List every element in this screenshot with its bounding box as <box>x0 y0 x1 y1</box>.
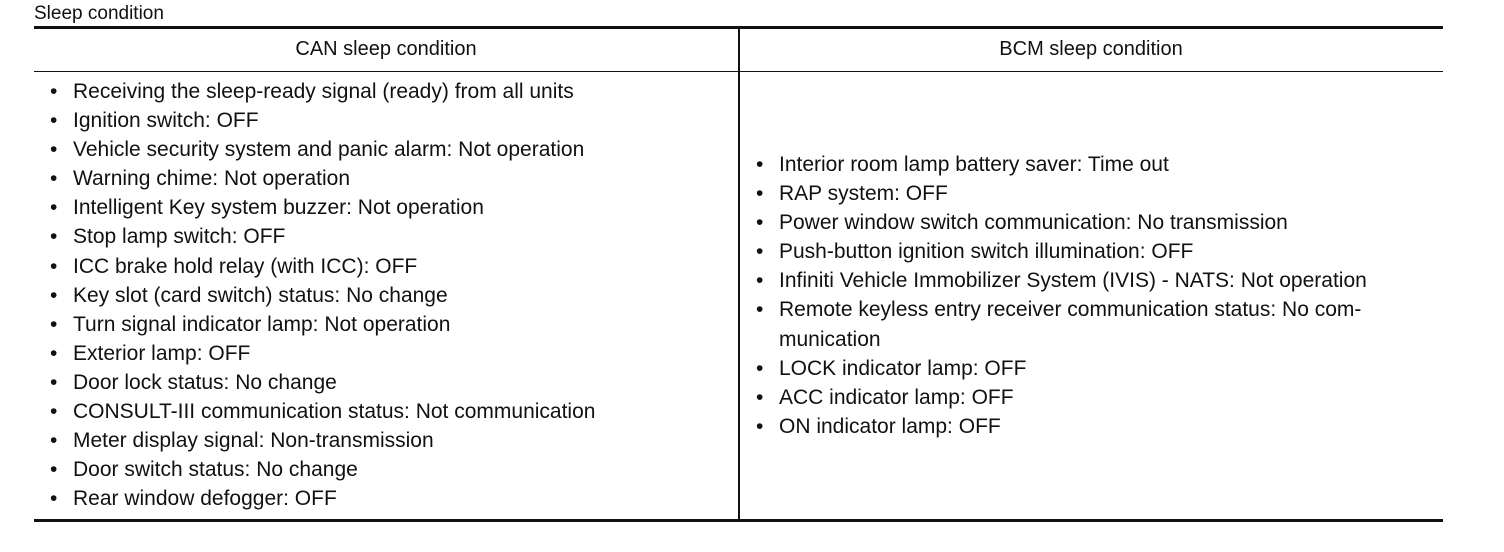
list-item <box>50 164 730 193</box>
can-condition-list <box>50 77 730 513</box>
list-item-text: ICC brake hold relay (with ICC): OFF <box>73 254 418 278</box>
bullet-marker: • <box>50 80 58 103</box>
list-item-text: Exterior lamp: OFF <box>73 341 251 365</box>
list-item <box>50 426 730 455</box>
header-can-sleep-condition: CAN sleep condition <box>295 38 477 60</box>
list-item-text: CONSULT-III communication status: Not communication <box>73 400 596 424</box>
bullet-marker: • <box>756 356 764 380</box>
bullet-marker: • <box>50 341 58 365</box>
list-item-text: Door lock status: No change <box>73 370 337 394</box>
list-item-text: RAP system: OFF <box>779 182 948 206</box>
list-item <box>756 412 1438 441</box>
bullet-marker: • <box>50 283 58 307</box>
list-item <box>50 484 730 513</box>
list-item-text: Remote keyless entry receiver communication status: No com-munication <box>779 298 1362 351</box>
bullet-marker: • <box>50 138 58 162</box>
bullet-marker: • <box>756 298 764 322</box>
bullet-marker: • <box>50 196 58 220</box>
list-item-text: Infiniti Vehicle Immobilizer System (IVIS) - NATS: Not operation <box>779 269 1367 293</box>
list-item-text: Warning chime: Not operation <box>73 167 351 191</box>
list-item <box>756 237 1438 266</box>
bullet-marker: • <box>756 269 764 293</box>
bullet-marker: • <box>50 487 58 511</box>
list-item-text: ACC indicator lamp: OFF <box>779 385 1014 409</box>
bullet-marker: • <box>50 429 58 453</box>
list-item <box>756 295 1438 353</box>
list-item <box>50 106 730 135</box>
list-item-text: Power window switch communication: No transmission <box>779 211 1288 235</box>
bullet-marker: • <box>756 153 764 176</box>
list-item-text: Push-button ignition switch illumination: OFF <box>779 240 1194 264</box>
bullet-marker: • <box>756 211 764 235</box>
list-item <box>50 310 730 339</box>
list-item-text: Rear window defogger: OFF <box>73 487 337 511</box>
list-item-text: Vehicle security system and panic alarm: Not operation <box>73 138 585 162</box>
list-item-text: Stop lamp switch: OFF <box>73 225 286 249</box>
column-divider <box>738 29 740 519</box>
bullet-marker: • <box>50 370 58 394</box>
header-bcm-sleep-condition: BCM sleep condition <box>999 38 1183 60</box>
list-item <box>50 281 730 310</box>
list-item <box>50 193 730 222</box>
list-item-text: Intelligent Key system buzzer: Not operation <box>73 196 484 220</box>
list-item <box>756 354 1438 383</box>
list-item <box>50 368 730 397</box>
bullet-marker: • <box>50 312 58 336</box>
list-item-text: ON indicator lamp: OFF <box>779 414 1001 438</box>
list-item <box>50 455 730 484</box>
bullet-marker: • <box>50 109 58 133</box>
list-item-text: Meter display signal: Non-transmission <box>73 429 434 453</box>
bullet-marker: • <box>756 385 764 409</box>
list-item-text: LOCK indicator lamp: OFF <box>779 356 1027 380</box>
list-item-text: Receiving the sleep-ready signal (ready) from all units <box>73 80 574 103</box>
list-item-text: Interior room lamp battery saver: Time out <box>779 153 1169 176</box>
list-item <box>50 252 730 281</box>
list-item <box>50 135 730 164</box>
bcm-condition-list <box>756 150 1438 441</box>
list-item <box>50 397 730 426</box>
list-item <box>756 208 1438 237</box>
bullet-marker: • <box>50 458 58 482</box>
bullet-marker: • <box>50 254 58 278</box>
list-item-text: Ignition switch: OFF <box>73 109 259 133</box>
list-item <box>50 339 730 368</box>
bullet-marker: • <box>756 182 764 206</box>
bullet-marker: • <box>50 167 58 191</box>
list-item <box>756 150 1438 179</box>
bullet-marker: • <box>756 414 764 438</box>
list-item <box>50 222 730 251</box>
bullet-marker: • <box>756 240 764 264</box>
list-item-text: Door switch status: No change <box>73 458 358 482</box>
bullet-marker: • <box>50 400 58 424</box>
list-item <box>756 179 1438 208</box>
list-item-text: Turn signal indicator lamp: Not operation <box>73 312 451 336</box>
list-item <box>756 266 1438 295</box>
list-item-text: Key slot (card switch) status: No change <box>73 283 448 307</box>
bullet-marker: • <box>50 225 58 249</box>
list-item <box>756 383 1438 412</box>
table-caption: Sleep condition <box>34 3 164 24</box>
sleep-condition-table <box>34 26 1443 522</box>
list-item <box>50 77 730 106</box>
